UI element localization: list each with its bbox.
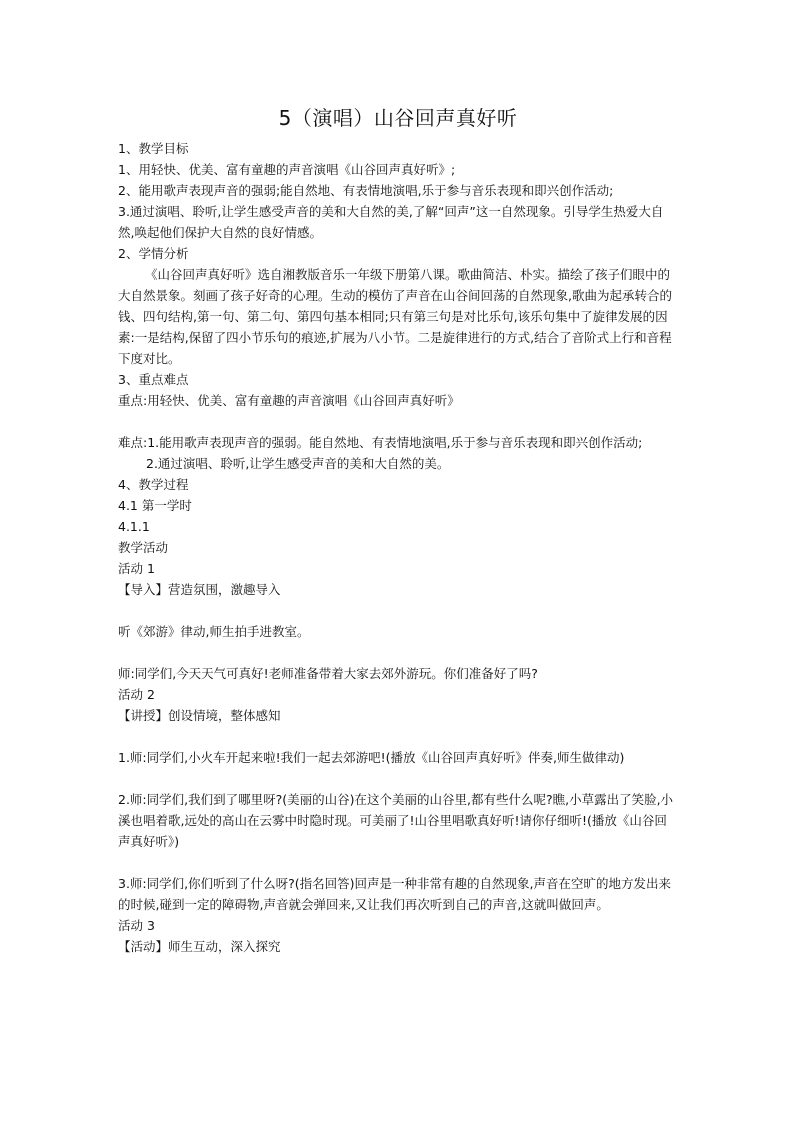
spacer	[118, 600, 678, 621]
activity-3-label: 活动 3	[118, 918, 155, 933]
subsection-first-lesson: 4.1 第一学时	[118, 498, 192, 513]
activity-1-heading: 【导入】营造氛围，激趣导入	[118, 582, 281, 597]
activity-1-text-2: 师:同学们,今天天气可真好!老师准备带着大家去郊外游玩。你们准备好了吗?	[118, 666, 538, 681]
difficulty-point-2: 2.通过演唱、聆听,让学生感受声音的美和大自然的美。	[146, 456, 450, 471]
spacer	[118, 411, 678, 432]
spacer	[118, 642, 678, 663]
activity-3-heading: 【活动】师生互动，深入探究	[118, 939, 281, 954]
spacer	[118, 768, 678, 789]
activity-1-label: 活动 1	[118, 561, 155, 576]
goal-item-1: 1、用轻快、优美、富有童趣的声音演唱《山谷回声真好听》;	[118, 162, 456, 177]
section-heading-process: 4、教学过程	[118, 477, 189, 492]
goal-item-3: 3.通过演唱、聆听,让学生感受声音的美和大自然的美,了解“回声”这一自然现象。引导学生热爱大自然,唤起他们保护大自然的良好情感。	[118, 204, 664, 240]
activity-2-heading: 【讲授】创设情境，整体感知	[118, 708, 281, 723]
section-heading-analysis: 2、学情分析	[118, 246, 189, 261]
activity-1-text-1: 听《郊游》律动,师生拍手进教室。	[118, 624, 310, 639]
spacer	[118, 726, 678, 747]
analysis-paragraph: 《山谷回声真好听》选自湘教版音乐一年级下册第八课。歌曲简洁、朴实。描绘了孩子们眼中的大自然景象。刻画了孩子好奇的心理。生动的模仿了声音在山谷间回荡的自然现象,歌曲为起承转合的钱、四句结构,第一句、第二句、第四句基本相同;只有第三句是对比乐句,该乐句集中了旋律发展的因素:一是结构,保留了四小节乐句的痕迹,扩展为八小节。二是旋律进行的方式,结合了音阶式上行和音程下度对比。	[118, 267, 672, 366]
document-title: 5（演唱）山谷回声真好听	[278, 106, 518, 130]
spacer	[118, 852, 678, 873]
section-heading-keypoints: 3、重点难点	[118, 372, 189, 387]
activity-2-step-3: 3.师:同学们,你们听到了什么呀?(指名回答)回声是一种非常有趣的自然现象,声音在空旷的地方发出来的时候,碰到一定的障碍物,声音就会弹回来,又让我们再次听到自己的声音,这就叫做回声。	[118, 876, 671, 912]
difficulty-point-1: 难点:1.能用歌声表现声音的强弱。能自然地、有表情地演唱,乐于参与音乐表现和即兴创作活动;	[118, 435, 643, 450]
activity-2-step-1: 1.师:同学们,小火车开起来啦!我们一起去郊游吧!(播放《山谷回声真好听》伴奏,师生做律动)	[118, 750, 625, 765]
activity-2-label: 活动 2	[118, 687, 155, 702]
document-body	[118, 104, 678, 957]
activity-2-step-2: 2.师:同学们,我们到了哪里呀?(美丽的山谷)在这个美丽的山谷里,都有些什么呢?瞧,小草露出了笑脸,小溪也唱着歌,远处的高山在云雾中时隐时现。可美丽了!山谷里唱歌真好听!请你仔细听!(播放《山谷回声真好听》)	[118, 792, 674, 849]
key-point: 重点:用轻快、优美、富有童趣的声音演唱《山谷回声真好听》	[118, 393, 460, 408]
teaching-activities-label: 教学活动	[118, 540, 169, 555]
goal-item-2: 2、能用歌声表现声音的强弱;能自然地、有表情地演唱,乐于参与音乐表现和即兴创作活动;	[118, 183, 614, 198]
subsection-number: 4.1.1	[118, 519, 150, 534]
section-heading-goals: 1、教学目标	[118, 141, 189, 156]
